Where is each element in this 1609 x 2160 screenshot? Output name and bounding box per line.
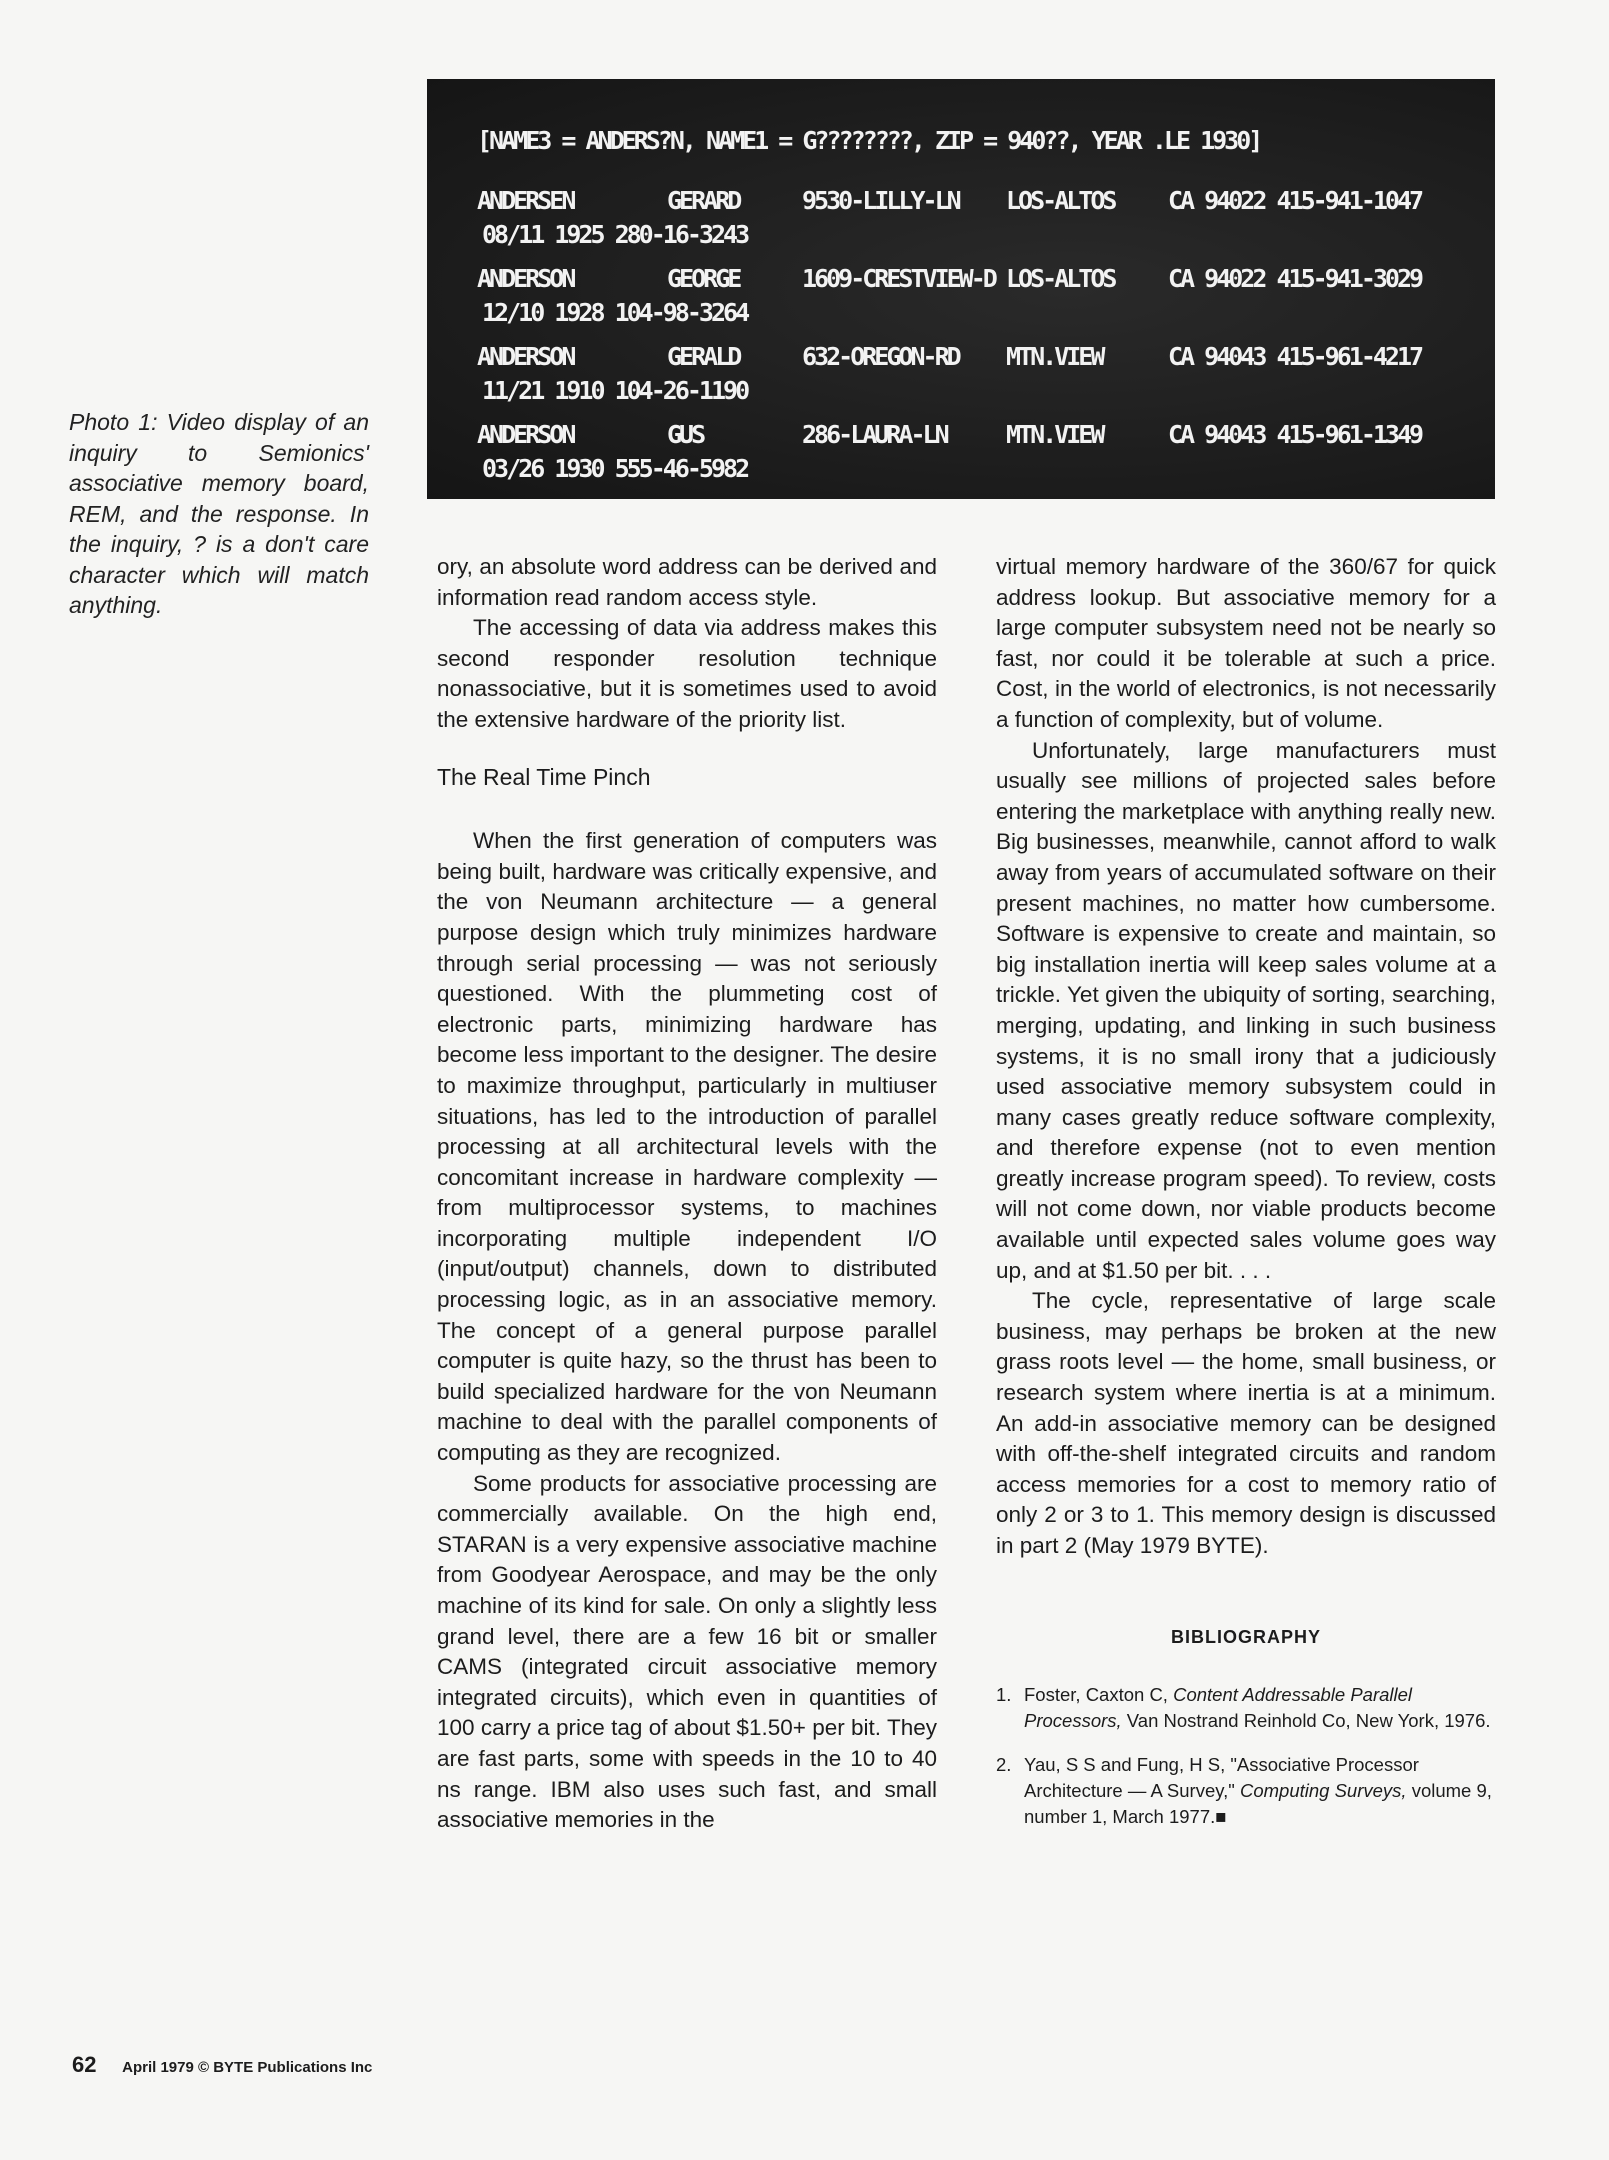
footer-credit: April 1979 © BYTE Publications Inc (122, 2059, 373, 2076)
section-heading: The Real Time Pinch (437, 763, 651, 790)
record-city: MTN.VIEW (1006, 342, 1103, 371)
paragraph: The cycle, representative of large scale business, may perhaps be broken at the new grass roots level — the home, small business, or research system where inertia is at a minimum. An add-in associative memory can be designed with off-the-shelf integrated circuits and random access memories for a cost to memory ratio of only 2 or 3 to 1. This memory design is discussed in part 2 (May 1979 BYTE). (996, 1288, 1496, 1558)
record-state-zip-phone: CA 94043 415-961-1349 (1168, 420, 1422, 449)
record-state-zip-phone: CA 94022 415-941-1047 (1168, 186, 1422, 215)
entry-number: 1. (996, 1684, 1012, 1706)
paragraph: When the first generation of computers was being built, hardware was critically expensive, and the von Neumann architecture — a general purpose design which truly minimizes hardware through serial processing — was not seriously questioned. With the plummeting cost of electronic parts, minimizing hardware has become less important to the designer. The desire to maximize throughput, particularly in multiuser situations, has led to the introduction of parallel processing at all architectural levels with the concomitant increase in hardware complexity — from multiprocessor systems, to machines incorporating multiple independent I/O (input/output) channels, down to distributed processing logic, as in an associative memory. The concept of a general purpose parallel computer is quite hazy, so the thrust has been to build specialized hardware for the von Neumann machine to deal with the parallel components of computing as they are recognized. (437, 828, 937, 1466)
record-surname: ANDERSEN (477, 186, 574, 215)
paragraph: The accessing of data via address makes this second responder resolution technique nonassociative, but it is sometimes used to avoid the extensive hardware of the priority list. (437, 615, 937, 732)
entry-publisher: volume 9, number 1, March 1977. (1024, 1780, 1492, 1828)
entry-publisher: Van Nostrand Reinhold Co, New York, 1976. (1121, 1710, 1491, 1732)
record-surname: ANDERSON (477, 264, 574, 293)
terminal-query: [NAME3 = ANDERS?N, NAME1 = G????????, ZIP = 940??, YEAR .LE 1930] (477, 126, 1261, 155)
record-first: GUS (667, 420, 704, 449)
record-date-ssn: 03/26 1930 555-46-5982 (482, 454, 748, 483)
entry-number: 2. (996, 1754, 1012, 1776)
bibliography-heading: BIBLIOGRAPHY (1170, 1626, 1321, 1647)
page-footer (72, 2052, 372, 2078)
record-first: GEORGE (667, 264, 740, 293)
paragraph: Some products for associative processing are commercially available. On the high end, STARAN is a very expensive associative machine from Goodyear Aerospace, and may be the only machine of its kind for sale. On only a slightly less grand level, there are a few 16 bit or smaller CAMS (integrated circuit associative memory integrated circuits), which even in quantities of 100 carry a price tag of about $1.50+ per bit. They are fast parts, some with speeds in the 10 to 40 ns range. IBM also uses such fast, and small associative memories in the (437, 1470, 937, 1833)
record-date-ssn: 08/11 1925 280-16-3243 (482, 220, 748, 249)
end-mark-icon: ■ (1215, 1806, 1227, 1828)
record-address: 9530-LILLY-LN (802, 186, 959, 215)
entry-title: Content Addressable Parallel Processors, (1024, 1684, 1413, 1732)
paragraph: virtual memory hardware of the 360/67 for quick address lookup. But associative memory for a large computer subsystem need not be nearly so fast, nor could it be tolerable at such a price. Cost, in the world of electronics, is not necessarily a function of complexity, but of volume. (996, 554, 1496, 732)
entry-title: Computing Surveys, (1239, 1780, 1407, 1802)
record-first: GERARD (667, 186, 740, 215)
video-display-photo (427, 79, 1495, 499)
bibliography-entry (996, 1682, 1496, 1734)
paragraph: Unfortunately, large manufacturers must usually see millions of projected sales before entering the marketplace with anything really new. Big businesses, meanwhile, cannot afford to walk away from years of accumulated software on their present machines, no matter how cumbersome. Software is expensive to create and maintain, so big installation inertia will keep sales volume at a trickle. Yet given the ubiquity of sorting, searching, merging, updating, and linking in such business systems, it is no small irony that a judiciously used associative memory subsystem could in many cases greatly reduce software complexity, and therefore expense (not to even mention greatly increase program speed). To review, costs will not come down, nor viable products become available until expected sales volume goes way up, and at $1.50 per bit. . . . (996, 737, 1496, 1283)
paragraph: ory, an absolute word address can be derived and information read random access style. (437, 554, 937, 610)
bibliography-entry (996, 1752, 1496, 1830)
record-address: 286-LAURA-LN (802, 420, 947, 449)
record-state-zip-phone: CA 94022 415-941-3029 (1168, 264, 1422, 293)
article-column-1 (437, 552, 937, 1836)
record-date-ssn: 11/21 1910 104-26-1190 (482, 376, 748, 405)
record-surname: ANDERSON (477, 342, 574, 371)
record-date-ssn: 12/10 1928 104-98-3264 (482, 298, 748, 327)
entry-author: Yau, S S and Fung, H S, "Associative Processor Architecture — A Survey," (1024, 1754, 1419, 1802)
record-city: MTN.VIEW (1006, 420, 1103, 449)
record-city: LOS-ALTOS (1006, 186, 1115, 215)
record-address: 1609-CRESTVIEW-D (802, 264, 995, 293)
photo-caption: Photo 1: Video display of an inquiry to Semionics' associative memory board, REM, and the response. In the inquiry, ? is a don't care character which will match anything. (69, 409, 369, 618)
entry-author: Foster, Caxton C, (1024, 1684, 1174, 1706)
record-address: 632-OREGON-RD (802, 342, 959, 371)
record-surname: ANDERSON (477, 420, 574, 449)
page-number: 62 (72, 2052, 97, 2077)
article-column-2 (996, 552, 1496, 1848)
record-first: GERALD (667, 342, 740, 371)
record-city: LOS-ALTOS (1006, 264, 1115, 293)
record-state-zip-phone: CA 94043 415-961-4217 (1168, 342, 1422, 371)
